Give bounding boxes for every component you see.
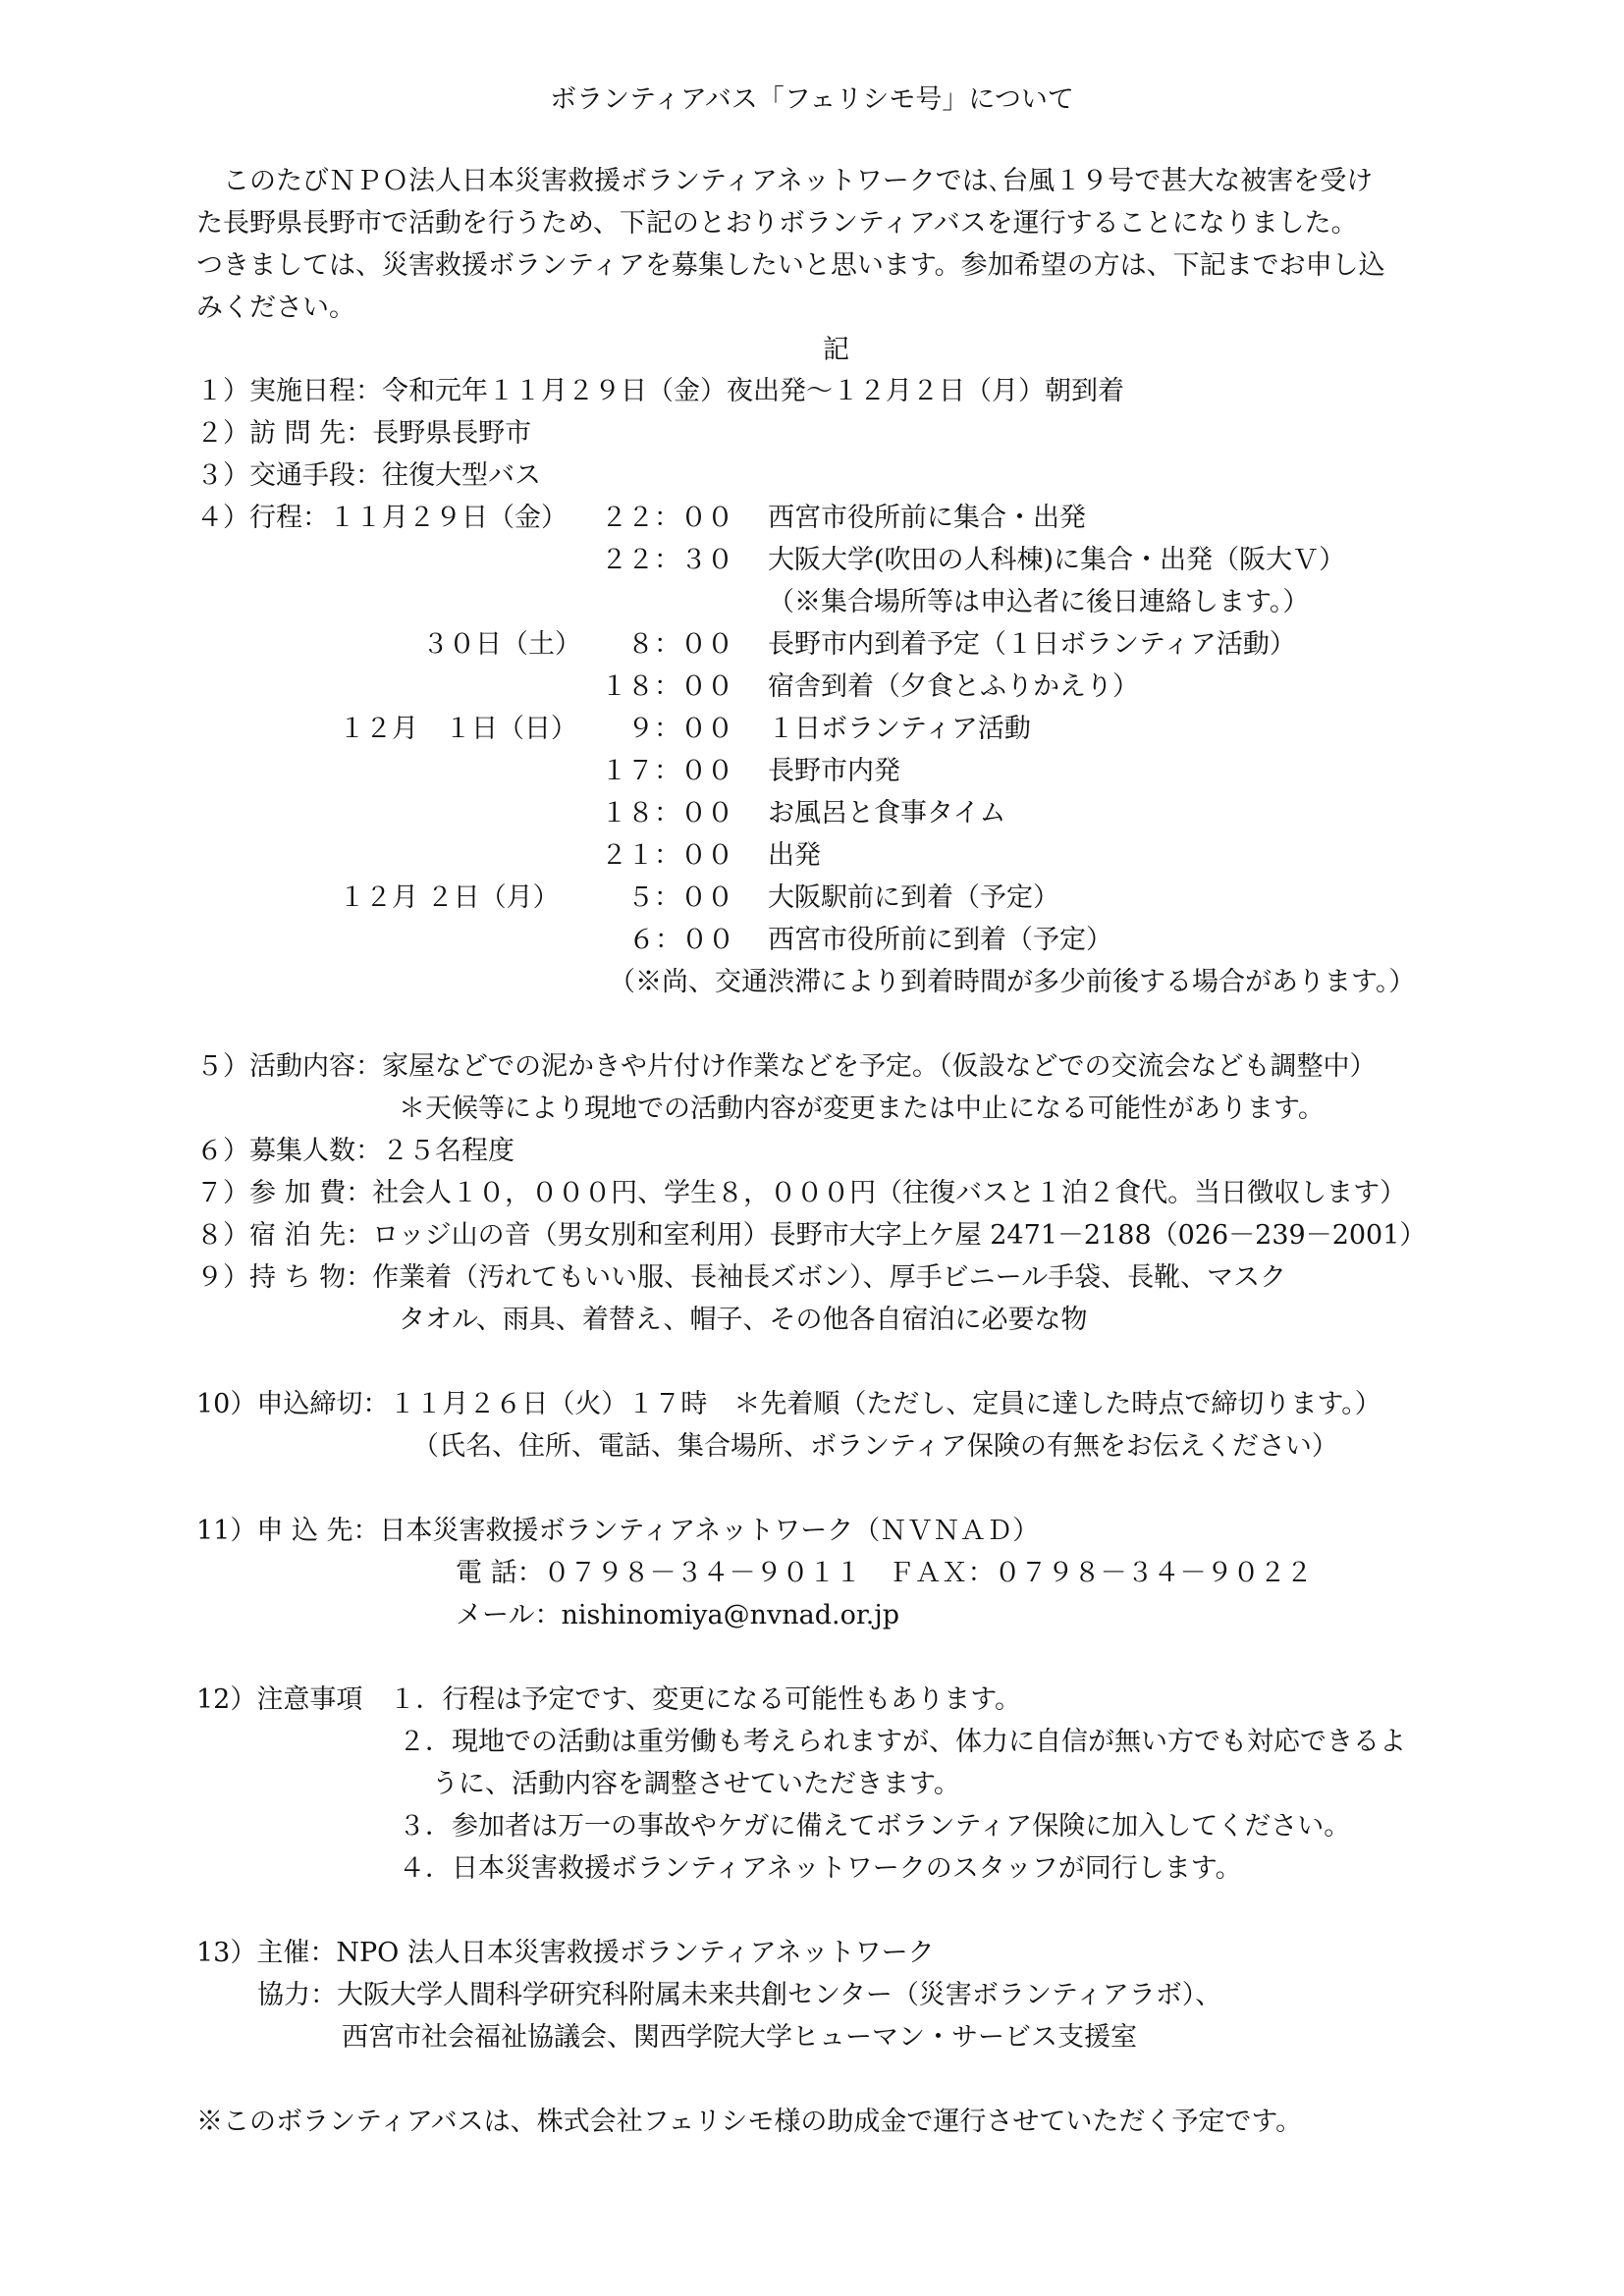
item-7-fee: ７）参 加 費：社会人１０，０００円、学生８，０００円（往復バスと１泊２食代。当日徴収します） bbox=[196, 1178, 1407, 1208]
itinerary-text: 長野市内到着予定（１日ボランティア活動） bbox=[768, 629, 1296, 660]
itinerary-text: 長野市内発 bbox=[768, 756, 900, 786]
item-3-transport: ３）交通手段：往復大型バス bbox=[196, 460, 541, 491]
item-9-belongings-cont: タオル、雨具、着替え、帽子、その他各自宿泊に必要な物 bbox=[399, 1305, 1088, 1335]
intro-line: みください。 bbox=[196, 293, 355, 323]
item-11-email: メール：nishinomiya@nvnad.or.jp bbox=[456, 1600, 900, 1630]
item-13-cooperation: 協力：大阪大学人間科学研究科附属未来共創センター（災害ボランティアラボ）、 bbox=[257, 1980, 1222, 2010]
itinerary-text: 出発 bbox=[768, 840, 821, 871]
itinerary-text: 大阪大学(吹田の人科棟)に集合・出発（阪大Ｖ） bbox=[768, 545, 1346, 575]
item-12-note-2-cont: うに、活動内容を調整させていただきます。 bbox=[432, 1769, 960, 1799]
itinerary-time: １７：００ bbox=[601, 756, 733, 786]
item-5-note: ＊天候等により現地での活動内容が変更または中止になる可能性があります。 bbox=[399, 1094, 1325, 1124]
itinerary-time: １８：００ bbox=[601, 798, 733, 828]
itinerary-time: ８：００ bbox=[601, 629, 733, 660]
itinerary-time: ６：００ bbox=[628, 925, 734, 955]
itinerary-time: ２２：００ bbox=[601, 503, 733, 533]
item-10-note: （氏名、住所、電話、集合場所、ボランティア保険の有無をお伝えください） bbox=[412, 1431, 1338, 1462]
itinerary-note: （※尚、交通渋滞により到着時間が多少前後する場合があります。） bbox=[609, 967, 1416, 997]
item-1-schedule-dates: １）実施日程：令和元年１１月２９日（金）夜出発～１２月２日（月）朝到着 bbox=[196, 376, 1124, 406]
item-10-deadline: 10）申込締切：１１月２６日（火）１７時 ＊先着順（ただし、定員に達した時点で締切ります。） bbox=[196, 1389, 1381, 1419]
item-8-lodging: ８）宿 泊 先：ロッジ山の音（男女別和室利用）長野市大字上ケ屋 2471－2188（026－239－2001） bbox=[196, 1220, 1427, 1251]
item-13-organizer: 13）主催：NPO 法人日本災害救援ボランティアネットワーク bbox=[196, 1938, 935, 1968]
itinerary-text: １日ボランティア活動 bbox=[768, 714, 1031, 744]
item-12-notes: 12）注意事項 １．行程は予定です、変更になる可能性もあります。 bbox=[196, 1684, 1022, 1715]
item-11-contact: 11）申 込 先：日本災害救援ボランティアネットワーク（ＮＶＮＡＤ） bbox=[196, 1516, 1040, 1546]
item-12-note-4: ４．日本災害救援ボランティアネットワークのスタッフが同行します。 bbox=[399, 1853, 1242, 1884]
itinerary-time: １８：００ bbox=[601, 671, 733, 702]
document-title: ボランティアバス「フェリシモ号」について bbox=[550, 84, 1074, 115]
item-9-belongings: ９）持 ち 物：作業着（汚れてもいい服、長袖長ズボン）、厚手ビニール手袋、長靴、マスク bbox=[196, 1262, 1287, 1293]
intro-line: このたびＮＰＯ法人日本災害救援ボランティアネットワークでは､台風１９号で甚大な被害を受け bbox=[196, 166, 1374, 196]
itinerary-time: ２２：３０ bbox=[601, 545, 733, 575]
item-12-note-3: ３．参加者は万一の事故やケガに備えてボランティア保険に加入してください。 bbox=[399, 1811, 1351, 1842]
itinerary-text: 宿舎到着（夕食とふりかえり） bbox=[768, 671, 1139, 702]
itinerary-text: 西宮市役所前に到着（予定） bbox=[768, 925, 1112, 955]
item-13-cooperation-cont: 西宮市社会福祉協議会、関西学院大学ヒューマン・サービス支援室 bbox=[342, 2022, 1137, 2053]
itinerary-text: 西宮市役所前に集合・出発 bbox=[768, 503, 1086, 533]
item-6-capacity: ６）募集人数：２５名程度 bbox=[196, 1136, 514, 1166]
itinerary-text: 大阪駅前に到着（予定） bbox=[768, 882, 1059, 913]
itinerary-time: ５：００ bbox=[601, 882, 733, 913]
itinerary-time: ２１：００ bbox=[601, 840, 733, 871]
itinerary-date: １２月 ２日（月） bbox=[339, 882, 560, 913]
intro-line: つきましては、災害救援ボランティアを募集したいと思います。参加希望の方は、下記までお申し込 bbox=[196, 250, 1385, 281]
ki-heading: 記 bbox=[823, 335, 849, 365]
footer-note: ※このボランティアバスは、株式会社フェリシモ様の助成金で運行させていただく予定です。 bbox=[196, 2107, 1303, 2137]
intro-line: た長野県長野市で活動を行うため、下記のとおりボランティアバスを運行することになりました。 bbox=[196, 208, 1358, 239]
item-11-phone: 電 話：０７９８－３４－９０１１ ＦＡＸ：０７９８－３４－９０２２ bbox=[456, 1558, 1313, 1588]
itinerary-time: ９：００ bbox=[601, 714, 733, 744]
item-2-destination: ２）訪 問 先：長野県長野市 bbox=[196, 418, 532, 449]
itinerary-text: お風呂と食事タイム bbox=[768, 798, 1006, 828]
item-4-itinerary-label: ４）行程：１１月２９日（金） bbox=[196, 503, 568, 533]
itinerary-date: １２月 １日（日） bbox=[339, 714, 577, 744]
itinerary-date: ３０日（土） bbox=[422, 629, 581, 660]
itinerary-text: （※集合場所等は申込者に後日連絡します。） bbox=[768, 587, 1310, 617]
item-12-note-2: ２．現地での活動は重労働も考えられますが、体力に自信が無い方でも対応できるよ bbox=[399, 1727, 1406, 1757]
item-5-activities: ５）活動内容：家屋などでの泥かきや片付け作業などを予定。（仮設などでの交流会なども調整中） bbox=[196, 1051, 1377, 1082]
